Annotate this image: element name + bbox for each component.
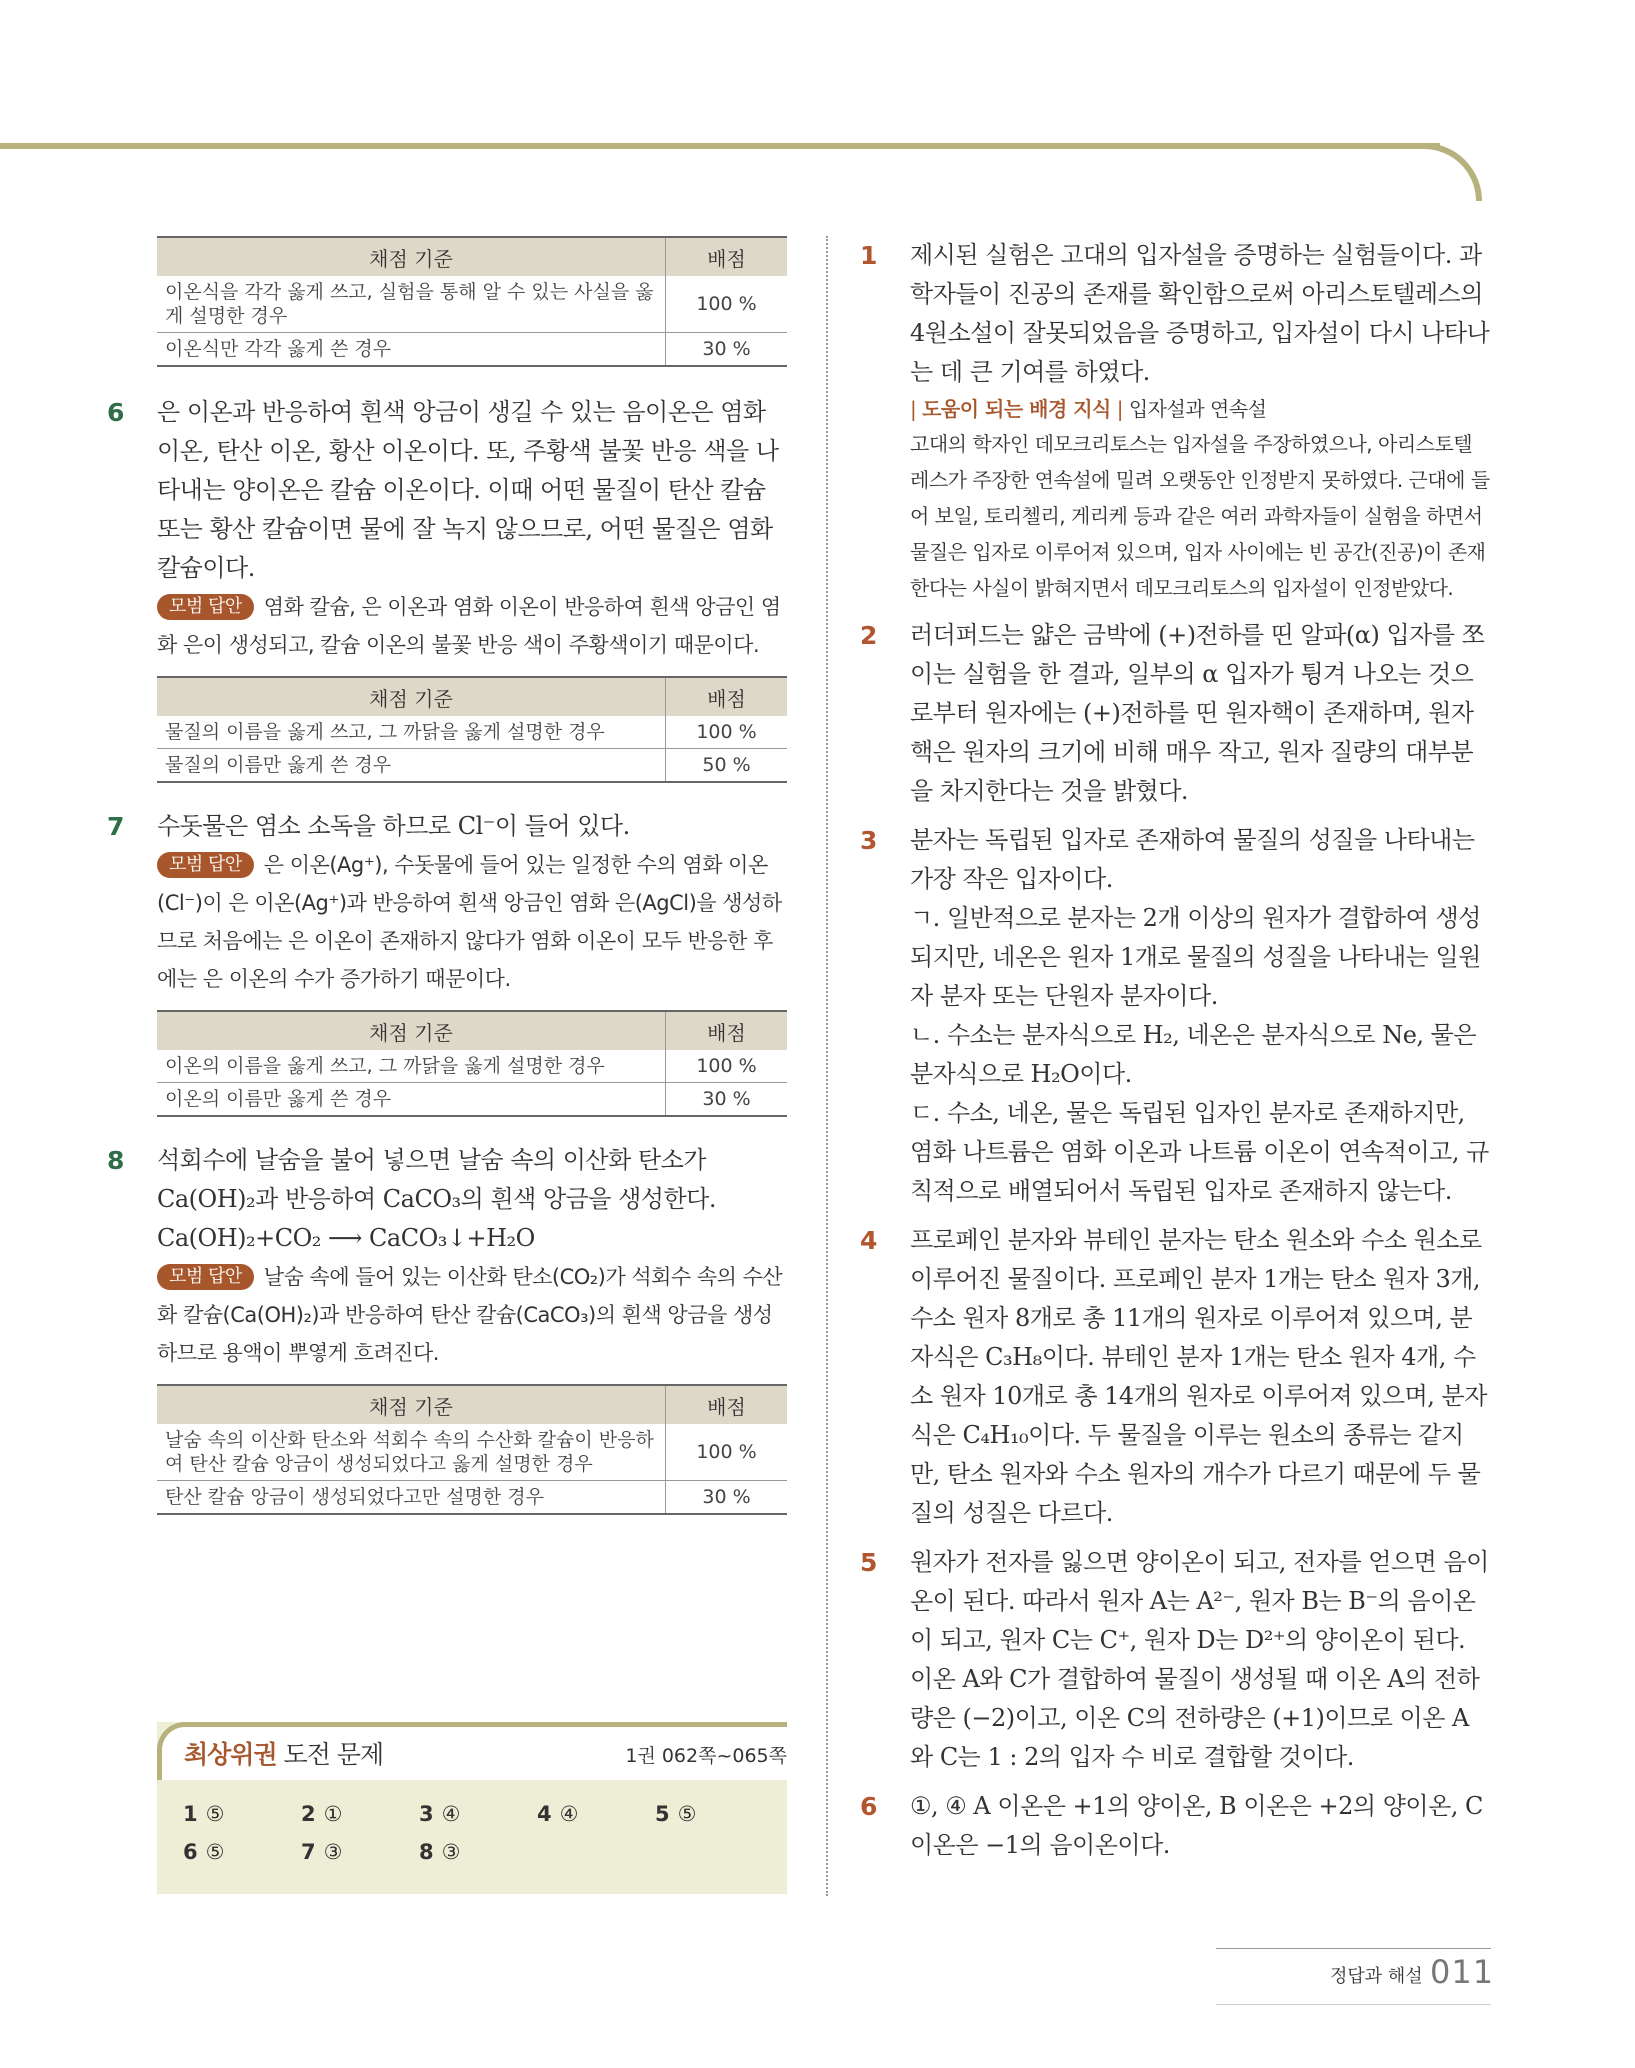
points-header: 배점: [666, 677, 788, 716]
footer-rule-bottom: [1216, 2004, 1491, 2005]
question-number: 7: [107, 812, 124, 841]
criteria-cell: 물질의 이름만 옳게 쓴 경우: [157, 749, 666, 783]
question-text: 은 이온과 반응하여 흰색 앙금이 생길 수 있는 음이온은 염화 이온, 탄산 이온, 황산 이온이다. 또, 주황색 불꽃 반응 색을 나타내는 양이온은 칼슘 이온이다. 이때 어떤 물질이 탄산 칼슘 또는 황산 칼슘이면 물에 잘 녹지 않으므로, 어떤 물질은 염화 칼슘이다.: [157, 398, 779, 582]
explanation-number: 6: [860, 1792, 877, 1821]
points-cell: 30 %: [666, 333, 788, 367]
explanation-number: 4: [860, 1226, 877, 1255]
answer-item: 2 ①: [301, 1802, 343, 1826]
top-band: [0, 0, 1490, 200]
reaction-equation: Ca(OH)₂+CO₂ ⟶ CaCO₃↓+H₂O: [157, 1224, 535, 1252]
points-cell: 100 %: [666, 276, 788, 333]
explanation-1: [860, 236, 1490, 606]
explanation-6: [860, 1787, 1490, 1865]
challenge-title-rest: 도전 문제: [276, 1740, 384, 1769]
challenge-title-highlight: 최상위권: [184, 1740, 277, 1769]
criteria-cell: 물질의 이름을 옳게 쓰고, 그 까닭을 옳게 설명한 경우: [157, 716, 666, 749]
answer-item: 8 ③: [419, 1840, 461, 1864]
explanation-number: 5: [860, 1548, 877, 1577]
criteria-header: 채점 기준: [157, 1385, 666, 1424]
answer-item: 1 ⑤: [183, 1802, 225, 1826]
challenge-page-range: 1권 062쪽~065쪽: [625, 1745, 787, 1767]
model-answer: [157, 846, 787, 998]
model-answer: [157, 588, 787, 664]
explanation-text: 분자는 독립된 입자로 존재하여 물질의 성질을 나타내는 가장 작은 입자이다.: [910, 826, 1475, 893]
criteria-cell: 이온식을 각각 옳게 쓰고, 실험을 통해 알 수 있는 사실을 옳게 설명한 경우: [157, 276, 666, 333]
scoring-table-3: [157, 1010, 787, 1117]
question-8: [107, 1141, 787, 1372]
points-cell: 100 %: [666, 1050, 788, 1083]
points-header: 배점: [666, 1385, 788, 1424]
challenge-title: [184, 1735, 383, 1771]
explanation-option-b: ㄴ. 수소는 분자식으로 H₂, 네온은 분자식으로 Ne, 물은 분자식으로 H₂O이다.: [910, 1021, 1477, 1088]
points-header: 배점: [666, 1011, 788, 1050]
model-answer: [157, 1258, 787, 1372]
footer-rule: [1216, 1948, 1491, 1949]
criteria-cell: 이온의 이름만 옳게 쓴 경우: [157, 1083, 666, 1117]
model-answer-badge: 모범 답안: [157, 852, 254, 878]
question-number: 8: [107, 1146, 124, 1175]
background-knowledge-body: 고대의 학자인 데모크리토스는 입자설을 주장하였으나, 아리스토텔레스가 주장한 연속설에 밀려 오랫동안 인정받지 못하였다. 근대에 들어 보일, 토리첼리, 게리케 등과 같은 여러 과학자들이 실험을 하면서 물질은 입자로 이루어져 있으며, 입자 사이에는 빈 공간(진공)이 존재한다는 사실이 밝혀지면서 데모크리토스의 입자설이 인정받았다.: [910, 432, 1490, 600]
footer-section-label: 정답과 해설: [1330, 1966, 1423, 1987]
explanation-text: 원자가 전자를 잃으면 양이온이 되고, 전자를 얻으면 음이온이 된다. 따라서 원자 A는 A²⁻, 원자 B는 B⁻의 음이온이 되고, 원자 C는 C⁺, 원자 D는 D²⁺의 양이온이 된다. 이온 A와 C가 결합하여 물질이 생성될 때 이온 A의 전하량은 (−2)이고, 이온 C의 전하량은 (+1)이므로 이온 A와 C는 1 : 2의 입자 수 비로 결합할 것이다.: [910, 1548, 1489, 1771]
explanation-4: [860, 1221, 1490, 1533]
explanation-option-a: ㄱ. 일반적으로 분자는 2개 이상의 원자가 결합하여 생성되지만, 네온은 원자 1개로 물질의 성질을 나타내는 일원자 분자 또는 단원자 분자이다.: [910, 904, 1481, 1010]
challenge-answers-box: [157, 1722, 787, 1894]
scoring-table-2: [157, 676, 787, 783]
scoring-table-4: [157, 1384, 787, 1515]
criteria-header: 채점 기준: [157, 237, 666, 276]
top-rule: [0, 143, 1440, 149]
answer-item: 7 ③: [301, 1840, 343, 1864]
explanation-number: 3: [860, 826, 877, 855]
background-keyword: 도움이 되는 배경 지식: [922, 397, 1111, 421]
top-rule-curve: [1392, 143, 1482, 201]
criteria-header: 채점 기준: [157, 1011, 666, 1050]
points-cell: 100 %: [666, 716, 788, 749]
explanation-text: ①, ④ A 이온은 +1의 양이온, B 이온은 +2의 양이온, C 이온은 −1의 음이온이다.: [910, 1792, 1483, 1859]
explanation-3: [860, 821, 1490, 1211]
criteria-cell: 이온의 이름을 옳게 쓰고, 그 까닭을 옳게 설명한 경우: [157, 1050, 666, 1083]
explanation-2: [860, 616, 1490, 811]
answer-item: 5 ⑤: [655, 1802, 697, 1826]
points-cell: 30 %: [666, 1481, 788, 1515]
table-row: [157, 1050, 787, 1083]
column-divider: [826, 236, 828, 1896]
points-cell: 50 %: [666, 749, 788, 783]
background-knowledge-title: | 도움이 되는 배경 지식 | 입자설과 연속설: [910, 397, 1267, 421]
explanation-option-c: ㄷ. 수소, 네온, 물은 독립된 입자인 분자로 존재하지만, 염화 나트륨은 염화 이온과 나트륨 이온이 연속적이고, 규칙적으로 배열되어서 독립된 입자로 존재하지 않는다.: [910, 1099, 1489, 1205]
table-row: [157, 1424, 787, 1481]
table-row: [157, 276, 787, 333]
explanation-text: 러더퍼드는 얇은 금박에 (+)전하를 띤 알파(α) 입자를 쪼이는 실험을 한 결과, 일부의 α 입자가 튕겨 나오는 것으로부터 원자에는 (+)전하를 띤 원자핵이 존재하며, 원자핵은 원자의 크기에 비해 매우 작고, 원자 질량의 대부분을 차지한다는 것을 밝혔다.: [910, 621, 1485, 805]
criteria-header: 채점 기준: [157, 677, 666, 716]
table-row: [157, 1083, 787, 1117]
table-row: [157, 333, 787, 367]
answer-item: 6 ⑤: [183, 1840, 225, 1864]
question-text: 석회수에 날숨을 불어 넣으면 날숨 속의 이산화 탄소가 Ca(OH)₂과 반응하여 CaCO₃의 흰색 앙금을 생성한다.: [157, 1146, 716, 1213]
challenge-header: [157, 1722, 787, 1780]
explanation-number: 1: [860, 241, 877, 270]
criteria-cell: 이온식만 각각 옳게 쓴 경우: [157, 333, 666, 367]
points-header: 배점: [666, 237, 788, 276]
answer-item: 3 ④: [419, 1802, 461, 1826]
question-7: [107, 807, 787, 998]
model-answer-text: 은 이온(Ag⁺), 수돗물에 들어 있는 일정한 수의 염화 이온(Cl⁻)이 은 이온(Ag⁺)과 반응하여 흰색 앙금인 염화 은(AgCl)을 생성하므로 처음에는 은 이온이 존재하지 않다가 염화 이온이 모두 반응한 후에는 은 이온의 수가 증가하기 때문이다.: [157, 853, 782, 991]
explanation-5: [860, 1543, 1490, 1777]
points-cell: 100 %: [666, 1424, 788, 1481]
question-number: 6: [107, 398, 124, 427]
scoring-table-1: [157, 236, 787, 367]
question-6: [107, 393, 787, 664]
explanation-number: 2: [860, 621, 877, 650]
table-row: [157, 1481, 787, 1515]
right-column: [860, 236, 1490, 1865]
criteria-cell: 탄산 칼슘 앙금이 생성되었다고만 설명한 경우: [157, 1481, 666, 1515]
model-answer-text: 날숨 속에 들어 있는 이산화 탄소(CO₂)가 석회수 속의 수산화 칼슘(Ca(OH)₂)과 반응하여 탄산 칼슘(CaCO₃)의 흰색 앙금을 생성하므로 용액이 뿌옇게 흐려진다.: [157, 1265, 783, 1365]
points-cell: 30 %: [666, 1083, 788, 1117]
question-text: 수돗물은 염소 소독을 하므로 Cl⁻이 들어 있다.: [157, 812, 630, 840]
model-answer-text: 염화 칼슘, 은 이온과 염화 이온이 반응하여 흰색 앙금인 염화 은이 생성되고, 칼슘 이온의 불꽃 반응 색이 주황색이기 때문이다.: [157, 595, 781, 657]
explanation-text: 프로페인 분자와 뷰테인 분자는 탄소 원소와 수소 원소로 이루어진 물질이다. 프로페인 분자 1개는 탄소 원자 3개, 수소 원자 8개로 총 11개의 원자로 이루어져 있으며, 분자식은 C₃H₈이다. 뷰테인 분자 1개는 탄소 원자 4개, 수소 원자 10개로 총 14개의 원자로 이루어져 있으며, 분자식은 C₄H₁₀이다. 두 물질을 이루는 원소의 종류는 같지만, 탄소 원자와 수소 원자의 개수가 다르기 때문에 두 물질의 성질은 다르다.: [910, 1226, 1487, 1527]
explanation-text: 제시된 실험은 고대의 입자설을 증명하는 실험들이다. 과학자들이 진공의 존재를 확인함으로써 아리스토텔레스의 4원소설이 잘못되었음을 증명하고, 입자설이 다시 나타나는 데 큰 기여를 하였다.: [910, 241, 1490, 386]
model-answer-badge: 모범 답안: [157, 1264, 254, 1290]
table-row: [157, 716, 787, 749]
criteria-cell: 날숨 속의 이산화 탄소와 석회수 속의 수산화 칼슘이 반응하여 탄산 칼슘 앙금이 생성되었다고 옳게 설명한 경우: [157, 1424, 666, 1481]
page-number: 011: [1430, 1953, 1495, 1991]
table-row: [157, 749, 787, 783]
background-topic: 입자설과 연속설: [1128, 397, 1267, 421]
answer-item: 4 ④: [537, 1802, 579, 1826]
left-column: [107, 236, 787, 1515]
model-answer-badge: 모범 답안: [157, 594, 254, 620]
